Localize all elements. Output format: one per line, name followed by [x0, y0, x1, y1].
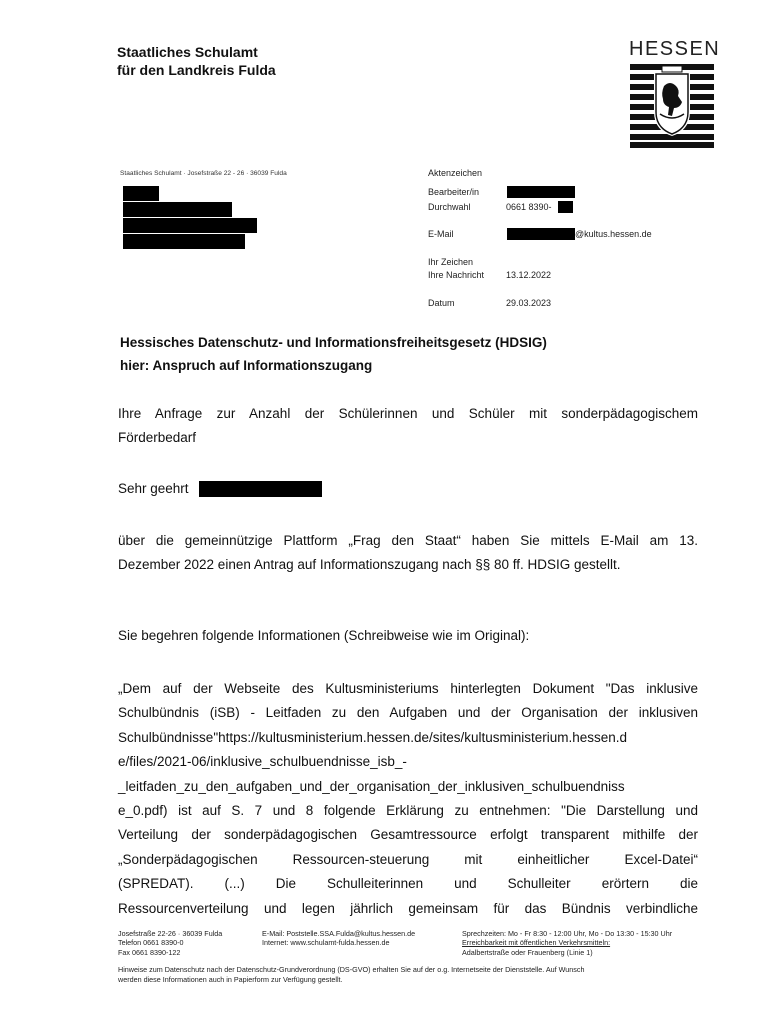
quote-line: Ressourcenverteilung und legen jährlich gemeinsam für das Bündnis verbindliche	[118, 900, 698, 916]
email-label: E-Mail	[428, 229, 454, 239]
datum-value: 29.03.2023	[506, 298, 552, 308]
quote-line: _leitfaden_zu_den_aufgaben_und_der_organisation_der_inklusiven_schulbuendniss	[118, 778, 625, 794]
bearbeiter-label: Bearbeiter/in	[428, 187, 480, 197]
recipient-redaction-4	[123, 234, 245, 249]
intro-line-1: über die gemeinnützige Plattform „Frag den Staat“ haben Sie mittels E-Mail am 13.	[118, 533, 698, 548]
footer-transit-stops: Adalbertstraße oder Frauenberg (Linie 1)	[462, 947, 593, 957]
hessen-coat-of-arms-logo	[630, 64, 714, 148]
quote-line: e_0.pdf) ist auf S. 7 und 8 folgende Erklärung zu entnehmen: "Die Darstellung und	[118, 803, 698, 819]
footer-office-hours: Sprechzeiten: Mo - Fr 8:30 - 12:00 Uhr, Mo - Do 13:30 - 15:30 Uhr	[462, 929, 673, 938]
ihr-zeichen-label: Ihr Zeichen	[428, 257, 474, 267]
durchwahl-redaction	[558, 201, 573, 213]
return-address: Staatliches Schulamt · Josefstraße 22 - 26 · 36039 Fulda	[120, 170, 287, 177]
footer-hours	[462, 929, 672, 957]
recipient-redaction-2	[123, 202, 232, 217]
subject	[120, 331, 680, 377]
privacy-notice-line-2: werden diese Informationen auch in Papierform zur Verfügung gestellt.	[118, 974, 343, 984]
quoted-request	[118, 677, 698, 921]
topic-paragraph	[118, 402, 698, 451]
privacy-notice-line-1: Hinweise zum Datenschutz nach der Datenschutz-Grundverordnung (DS-GVO) erhalten Sie auf der o.g. Internetseite der Dienststelle. Auf Wunsch	[118, 965, 585, 974]
datum-label: Datum	[428, 298, 455, 308]
sender-line-2: für den Landkreis Fulda	[117, 62, 276, 78]
state-name: HESSEN	[629, 38, 721, 60]
quote-line: „Dem auf der Webseite des Kultusministeriums hinterlegten Dokument "Das inklusive	[118, 681, 698, 696]
topic-line-1: Ihre Anfrage zur Anzahl der Schülerinnen und Schüler mit sonderpädagogischem	[118, 406, 698, 421]
intro-paragraph	[118, 529, 698, 578]
email-redaction	[507, 228, 575, 240]
footer-email: E-Mail: Poststelle.SSA.Fulda@kultus.hessen.de	[262, 929, 416, 938]
aktenzeichen-label: Aktenzeichen	[428, 168, 483, 178]
quote-line: e/files/2021-06/inklusive_schulbuendnisse_isb_-	[118, 754, 407, 770]
recipient-redaction-3	[123, 218, 257, 233]
salutation-text: Sehr geehrt	[118, 481, 189, 496]
quote-line: (SPREDAT). (...) Die Schulleiterinnen und Schulleiter erörtern die	[118, 876, 698, 892]
quote-line: „Sonderpädagogischen Ressourcen-steuerung mit einheitlicher Excel-Datei“	[118, 851, 698, 867]
footer-transit-link: Erreichbarkeit mit öffentlichen Verkehrsmitteln:	[462, 938, 611, 948]
topic-line-2: Förderbedarf	[118, 430, 197, 446]
quote-line: Schulbündnisse"https://kultusministerium.hessen.de/sites/kultusministerium.hessen.d	[118, 729, 628, 745]
footer-address	[118, 929, 222, 957]
email-domain: @kultus.hessen.de	[575, 229, 652, 239]
footer-phone: Telefon 0661 8390-0	[118, 938, 184, 948]
quote-line: Verteilung der sonderpädagogischen Gesamtressource erfolgt transparent mithilfe der	[118, 827, 698, 843]
footer-website: Internet: www.schulamt-fulda.hessen.de	[262, 938, 390, 948]
durchwahl-label: Durchwahl	[428, 202, 471, 212]
request-intro	[118, 624, 698, 648]
ihre-nachricht-value: 13.12.2022	[506, 270, 552, 280]
recipient-redaction-1	[123, 186, 159, 201]
sender-line-1: Staatliches Schulamt	[117, 44, 258, 60]
quote-line: Schulbündnis (iSB) - Leitfaden zu den Aufgaben und der Organisation der inklusiven	[118, 705, 698, 721]
durchwahl-value: 0661 8390-	[506, 202, 552, 212]
bearbeiter-redaction	[507, 186, 575, 198]
salutation-redaction	[199, 481, 322, 497]
footer-address-line: Josefstraße 22-26 · 36039 Fulda	[118, 929, 223, 938]
footer-fax: Fax 0661 8390-122	[118, 947, 181, 957]
footer-contact	[262, 929, 415, 948]
subject-line-2: hier: Anspruch auf Informationszugang	[120, 358, 373, 373]
intro-line-2: Dezember 2022 einen Antrag auf Informationszugang nach §§ 80 ff. HDSIG gestellt.	[118, 557, 621, 573]
subject-line-1: Hessisches Datenschutz- und Informationsfreiheitsgesetz (HDSIG)	[120, 335, 547, 350]
ihre-nachricht-label: Ihre Nachricht	[428, 270, 485, 280]
sender-name	[117, 43, 276, 79]
privacy-notice	[118, 965, 718, 984]
request-intro-text: Sie begehren folgende Informationen (Schreibweise wie im Original):	[118, 628, 530, 643]
